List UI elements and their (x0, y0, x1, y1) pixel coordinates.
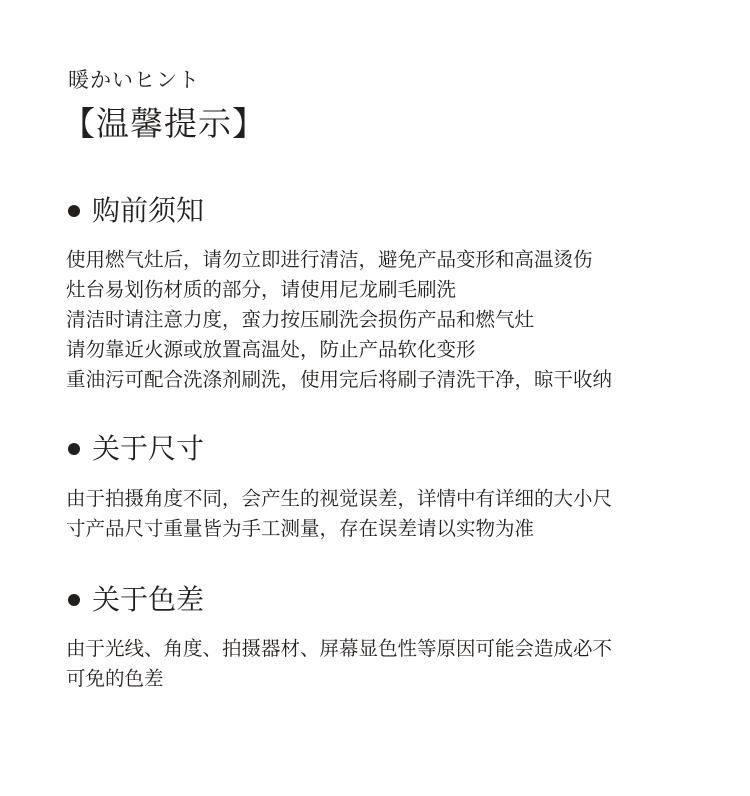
section-heading-color-difference (66, 581, 204, 619)
body-line: 清洁时请注意力度，蛮力按压刷洗会损伤产品和燃气灶 (66, 308, 535, 331)
section-heading-purchase-notes (66, 192, 204, 230)
bullet-icon (68, 594, 80, 606)
section-heading-text: 购前须知 (92, 194, 205, 227)
body-line: 由于光线、角度、拍摄器材、屏幕显色性等原因可能会造成必不 (66, 637, 613, 660)
page-title: 【温馨提示】 (62, 104, 266, 143)
section-body-purchase-notes (66, 245, 696, 395)
bullet-icon (68, 443, 80, 455)
subtitle: 暖かいヒント (68, 68, 200, 92)
section-heading-size (66, 430, 204, 468)
body-line: 由于拍摄角度不同，会产生的视觉误差，详情中有详细的大小尺 (66, 487, 613, 510)
section-body-size (66, 484, 696, 544)
body-line: 可免的色差 (66, 667, 164, 690)
body-line: 重油污可配合洗涤剂刷洗，使用完后将刷子清洗干净，晾干收纳 (66, 368, 613, 391)
body-line: 灶台易划伤材质的部分，请使用尼龙刷毛刷洗 (66, 278, 457, 301)
body-line: 寸产品尺寸重量皆为手工测量，存在误差请以实物为准 (66, 517, 535, 540)
section-heading-text: 关于尺寸 (92, 432, 205, 465)
body-line: 使用燃气灶后，请勿立即进行清洁，避免产品变形和高温烫伤 (66, 248, 593, 271)
section-body-color-difference (66, 634, 696, 694)
bullet-icon (68, 205, 80, 217)
body-line: 请勿靠近火源或放置高温处，防止产品软化变形 (66, 338, 476, 361)
section-heading-text: 关于色差 (92, 583, 205, 616)
